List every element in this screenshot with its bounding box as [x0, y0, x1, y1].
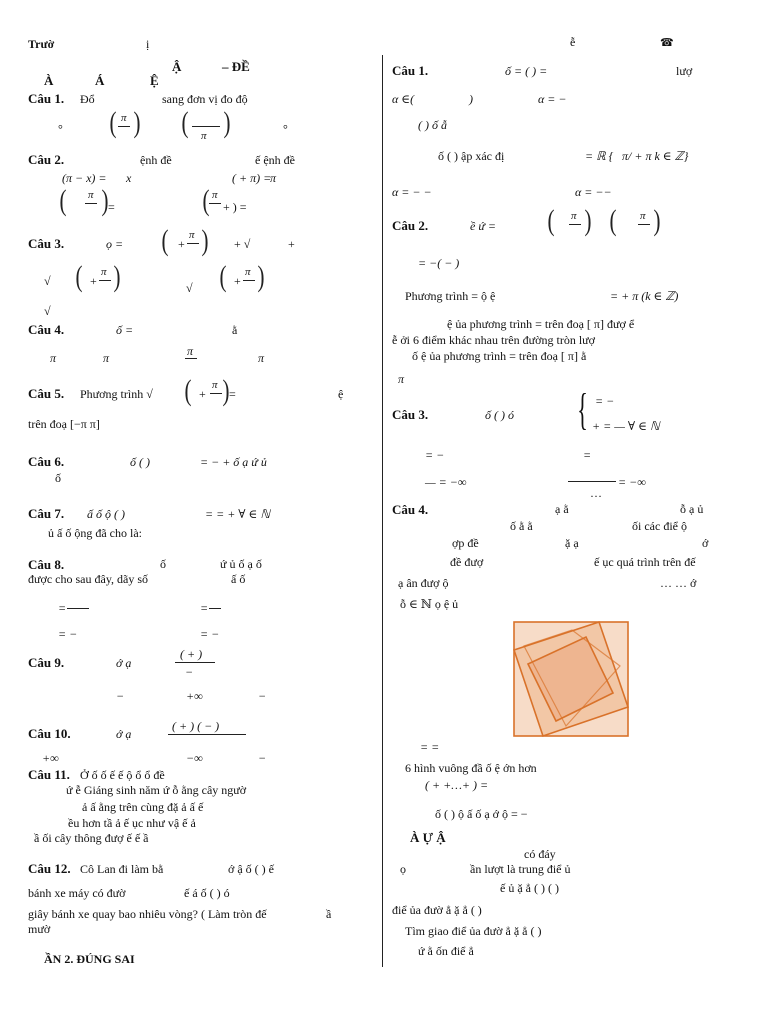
- question-label: Câu 8.: [28, 557, 65, 572]
- question-text: ấ ố: [231, 572, 246, 586]
- question-text: ố ( ): [130, 455, 150, 469]
- question-text: ế ủ ặ ẳ ( ) ( ): [500, 881, 559, 895]
- option-a: =: [58, 601, 67, 615]
- paren-close: ): [223, 106, 231, 139]
- question-text: = = + ∀ ∈ ℕ: [205, 507, 271, 521]
- fraction-numerator: π: [88, 189, 94, 201]
- question-text: ợp đề: [452, 536, 479, 550]
- fraction-bar: [209, 608, 221, 609]
- exam-title-b: – ĐỀ: [222, 59, 250, 74]
- option-d: = −∞: [618, 475, 646, 489]
- question-text: … … ớ: [660, 576, 697, 590]
- option-d: π: [258, 351, 265, 365]
- question-label: Câu 2.: [392, 218, 429, 233]
- question-text: ứ ễ Giáng sinh năm ứ ỗ ằng cây ngườ: [66, 783, 247, 797]
- option-b: =: [583, 448, 592, 462]
- part-heading: À Ự Ậ: [410, 830, 446, 845]
- fraction-numerator: π: [212, 379, 218, 391]
- question-text: ỗ ∈ ℕ ọ ệ ủ: [400, 597, 459, 611]
- question-text: lượ: [676, 64, 693, 78]
- expression-plus: +: [234, 274, 241, 288]
- question-text: Cô Lan đi làm bằ: [80, 862, 164, 876]
- statement-text: = =: [420, 740, 440, 754]
- question-text: ứ ủ ố ạ ố: [220, 557, 262, 571]
- question-label: Câu 4.: [28, 322, 65, 337]
- option-root: √: [44, 304, 51, 318]
- question-text: ều hơn tầ ả ế ục như vậ ế ả: [68, 816, 196, 830]
- option-a-var: x: [126, 171, 132, 185]
- question-text: ế ệnh đề: [255, 153, 295, 167]
- school-name-tail: ị: [146, 37, 150, 51]
- system-eq-2: + = — ∀ ∈ ℕ: [592, 419, 660, 433]
- fraction-numerator: ( + ): [180, 647, 203, 661]
- question-text: có đáy: [524, 847, 556, 861]
- question-text: mườ: [28, 922, 51, 936]
- statement-text: ( ) ố ẫ: [418, 118, 447, 132]
- question-text: trên đoạ [−π π]: [28, 417, 100, 431]
- fraction-bar: [99, 280, 111, 281]
- question-text: ọ =: [106, 237, 124, 251]
- question-text: ần lượt là trung điể ủ: [470, 862, 571, 876]
- paren-close: ): [113, 260, 121, 293]
- question-text: ấ ố ộ ( ): [87, 507, 125, 521]
- paren-close: ): [257, 260, 265, 293]
- option-c: +∞: [186, 689, 203, 703]
- question-text: ố =: [116, 323, 134, 337]
- statement-text: ố ệ ủa phương trình = trên đoạ [ π] ằ: [412, 349, 587, 363]
- question-text-tail: ệ: [338, 387, 344, 401]
- question-label: Câu 7.: [28, 506, 65, 521]
- fraction-numerator: π: [245, 266, 251, 278]
- paren-close: ): [101, 184, 109, 217]
- option-c: =: [108, 200, 115, 214]
- fraction-numerator: π: [189, 229, 195, 241]
- fraction-bar: [85, 203, 97, 204]
- expression-plus: +: [178, 237, 185, 251]
- paren-open: (: [202, 184, 210, 217]
- question-text: ối các điể ộ: [632, 519, 687, 533]
- ellipsis: …: [590, 486, 602, 500]
- option-d: + ) =: [223, 200, 247, 214]
- statement-text: ễ ởi 6 điểm khác nhau trên đường tròn lượ: [392, 333, 595, 347]
- question-label: Câu 1.: [392, 63, 429, 78]
- question-text: ủ ấ ố ộng đã cho là:: [48, 526, 142, 540]
- question-label: Câu 10.: [28, 726, 71, 741]
- question-text: ế á ố ( ) ó: [184, 886, 230, 900]
- equals-sign: =: [229, 387, 236, 401]
- option-a: (π − x) =: [62, 171, 107, 185]
- fraction-bar: [569, 224, 581, 225]
- paren-close: ): [653, 204, 661, 237]
- exam-title-a: Ậ: [172, 59, 182, 74]
- question-label: Câu 2.: [28, 152, 65, 167]
- question-text: Ở ố ố ế ế ộ ổ ổ đề: [80, 768, 165, 782]
- option-a: +∞: [42, 751, 59, 765]
- question-text: Phương trình √: [80, 387, 153, 401]
- paren-open: (: [184, 374, 192, 407]
- question-text: ầ: [326, 907, 332, 921]
- fraction-denominator: π: [201, 130, 207, 142]
- option-b: ( + π) =: [232, 171, 272, 185]
- fraction-bar: [118, 126, 130, 127]
- fraction-bar: [175, 662, 215, 663]
- statement-text: 6 hình vuông đầ ố ệ ớn hơn: [405, 761, 537, 775]
- question-label: Câu 6.: [28, 454, 65, 469]
- fraction-bar: [210, 393, 222, 394]
- expression-plus: + √: [234, 237, 251, 251]
- header-right-text: ễ: [570, 35, 576, 49]
- question-text: ứ ằ ốn điể ẳ: [418, 944, 474, 958]
- expression-plus: +: [288, 237, 295, 251]
- question-text: ề ứ =: [470, 219, 496, 233]
- fraction-bar: [568, 481, 616, 482]
- question-text: Tìm giao điể ủa đườ ẳ ặ ẳ ( ): [405, 924, 542, 938]
- paren-open: (: [547, 204, 555, 237]
- question-text: ạ ân đượ ộ: [398, 576, 449, 590]
- option-c: — = −∞: [425, 475, 467, 489]
- question-text: ớ ạ: [116, 656, 132, 670]
- question-text: ế ục quá trình trên đế: [594, 555, 696, 569]
- question-label: Câu 12.: [28, 861, 71, 876]
- fraction-bar: [209, 203, 221, 204]
- option-d: α = −−: [575, 185, 612, 199]
- question-text: ố ( ) ó: [485, 408, 514, 422]
- option-d: −: [258, 689, 267, 703]
- option-d: = −: [200, 627, 220, 641]
- expression-plus: +: [90, 274, 97, 288]
- option-c: π: [187, 344, 194, 358]
- fraction-numerator: ( + ) ( − ): [172, 719, 220, 733]
- paren-open: (: [181, 106, 189, 139]
- option-d: −: [258, 751, 267, 765]
- fraction-bar: [243, 280, 255, 281]
- fraction-denominator: −: [185, 665, 194, 679]
- fraction-bar: [67, 608, 89, 609]
- fraction-numerator: π: [640, 210, 646, 222]
- paren-open: (: [59, 184, 67, 217]
- fraction-numerator: π: [121, 112, 127, 124]
- question-text: ằ: [232, 323, 238, 337]
- paren-open: (: [109, 106, 117, 139]
- statement-text: ố ( ) ộ ấ ố ạ ớ ộ = −: [435, 807, 528, 821]
- question-text: ớ ậ ố ( ) ế: [228, 862, 274, 876]
- statement-text: ố ( ) ập xác đị: [438, 149, 505, 163]
- paren-close: ): [222, 374, 230, 407]
- option-c: α = − −: [392, 185, 432, 199]
- question-text: ạ ằ: [555, 502, 569, 516]
- option-c: = −: [58, 627, 78, 641]
- option-b: −: [116, 689, 125, 703]
- statement-text: ệ ủa phương trình = trên đoạ [ π] đượ ể: [447, 317, 635, 331]
- question-text: ỗ ạ ủ: [680, 502, 704, 516]
- fraction-numerator: π: [101, 266, 107, 278]
- domain-set: = ℝ {: [585, 149, 614, 163]
- option-c: √: [186, 281, 193, 295]
- option-a-close: ): [469, 92, 473, 106]
- question-label: Câu 1.: [28, 91, 65, 106]
- option-a: π: [50, 351, 57, 365]
- section-mark-3: Ệ: [150, 73, 159, 88]
- option-c: −∞: [186, 751, 203, 765]
- part-heading: ẦN 2. ĐÚNG SAI: [44, 952, 135, 966]
- option-b: =: [200, 601, 209, 615]
- question-label: Câu 5.: [28, 386, 65, 401]
- question-text: ớ: [702, 536, 709, 550]
- column-divider: [382, 55, 383, 967]
- statement-text: π: [398, 372, 405, 386]
- brace: {: [577, 385, 588, 434]
- section-mark-2: Á: [95, 73, 105, 88]
- statement-text: = −( − ): [418, 256, 460, 270]
- question-label: Câu 11.: [28, 767, 70, 782]
- question-text: bánh xe máy có đườ: [28, 886, 126, 900]
- question-text: ầ ối cây thông đượ ế ế ầ: [34, 831, 149, 845]
- option-b: α = −: [538, 92, 567, 106]
- expression-plus: +: [199, 387, 206, 401]
- option-a: √: [44, 274, 51, 288]
- section-mark-1: À: [44, 73, 54, 88]
- paren-open: (: [219, 260, 227, 293]
- option-d: °: [283, 122, 288, 136]
- option-a: °: [58, 122, 63, 136]
- fraction-numerator: π: [571, 210, 577, 222]
- paren-open: (: [161, 224, 169, 257]
- statement-text: ( + +…+ ) =: [425, 778, 489, 792]
- nested-squares-figure: [510, 618, 632, 740]
- question-text: điể ủa đườ ẳ ặ ẳ ( ): [392, 903, 482, 917]
- option-b-var: π: [270, 171, 277, 185]
- question-label: Câu 3.: [392, 407, 429, 422]
- question-text: đề đượ: [450, 555, 484, 569]
- fraction-bar: [638, 224, 650, 225]
- fraction-bar: [187, 243, 199, 244]
- question-text: ệnh đề: [140, 153, 172, 167]
- domain-set-expr: π/ + π k ∈ ℤ}: [622, 149, 689, 163]
- option-a: = −: [425, 448, 445, 462]
- fraction-bar: [192, 126, 220, 127]
- system-eq-1: = −: [595, 394, 615, 408]
- school-name: Trườ: [28, 37, 55, 51]
- question-text: = − + ố ạ ứ ủ: [200, 455, 267, 469]
- question-text: ố ằ ằ: [510, 519, 533, 533]
- paren-close: ): [201, 224, 209, 257]
- fraction-numerator: π: [212, 189, 218, 201]
- question-text: ả ấ ằng trên cùng đặ ả ấ ế: [82, 800, 204, 814]
- question-text: ố = ( ) =: [505, 64, 548, 78]
- question-text: ớ ạ: [116, 727, 132, 741]
- question-label: Câu 4.: [392, 502, 429, 517]
- paren-close: ): [133, 106, 141, 139]
- statement-text: Phương trình = ộ ệ: [405, 289, 496, 303]
- paren-close: ): [584, 204, 592, 237]
- solution-expr: = + π (k ∈ ℤ): [610, 289, 679, 303]
- question-text: ọ: [400, 862, 406, 876]
- question-text: Đổ: [80, 92, 95, 106]
- option-a: α ∈(: [392, 92, 415, 106]
- fraction-bar: [185, 358, 197, 359]
- paren-open: (: [75, 260, 83, 293]
- question-text: giây bánh xe quay bao nhiêu vòng? ( Làm tròn đế: [28, 907, 267, 921]
- phone-icon: ☎: [660, 37, 674, 49]
- option-b: π: [103, 351, 110, 365]
- question-text: ố: [160, 557, 166, 571]
- question-text: ố: [55, 471, 61, 485]
- question-text: ặ ạ: [565, 536, 579, 550]
- question-text: được cho sau đây, dãy số: [28, 572, 149, 586]
- paren-open: (: [609, 204, 617, 237]
- fraction-bar: [168, 734, 246, 735]
- question-label: Câu 3.: [28, 236, 65, 251]
- question-label: Câu 9.: [28, 655, 65, 670]
- question-text: sang đơn vị đo độ: [162, 92, 248, 106]
